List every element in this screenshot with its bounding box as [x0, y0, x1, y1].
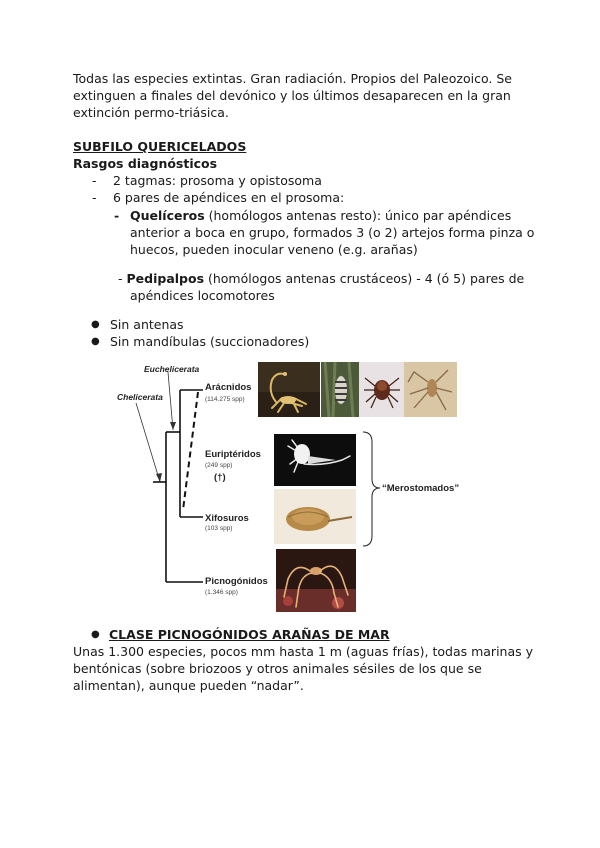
- label-merostomados: “Merostomados”: [382, 483, 460, 494]
- clase-heading: CLASE PICNOGÓNIDOS ARAÑAS DE MAR: [109, 627, 390, 642]
- label-euripteridos: Euriptéridos: [205, 449, 261, 460]
- queliceros-line-2: anterior a boca en grupo, formados 3 (o 2) artejos forma pinza o: [130, 225, 535, 240]
- tick-photo: [359, 362, 404, 417]
- solifuge-photo: [404, 362, 457, 417]
- bullet-dot-2: ●: [91, 336, 100, 347]
- bullet-dot-1: ●: [91, 319, 100, 330]
- item-tagmas: 2 tagmas: prosoma y opistosoma: [113, 173, 322, 188]
- pedipalpos-line-2: apéndices locomotores: [130, 288, 275, 303]
- intro-line-3: extinción permo-triásica.: [73, 105, 229, 120]
- extinct-mark: (†): [214, 472, 226, 483]
- bullet-sin-antenas: Sin antenas: [110, 317, 184, 332]
- intro-line-2: extinguen a finales del devónico y los últimos desaparecen en la gran: [73, 88, 511, 103]
- spp-euripteridos: (249 spp): [205, 462, 233, 469]
- queliceros-line-3: huecos, pueden inocular veneno (e.g. arañas): [130, 242, 418, 257]
- clase-line-1: Unas 1.300 especies, pocos mm hasta 1 m (aguas frías), todas marinas y: [73, 644, 534, 659]
- queliceros-text-1: (homólogos antenas resto): único par apéndices: [204, 208, 512, 223]
- dash-marker-1: -: [92, 173, 97, 188]
- dash-marker-4: -: [118, 271, 123, 286]
- intro-line-1: Todas las especies extintas. Gran radiación. Propios del Paleozoico. Se: [73, 71, 512, 86]
- spp-picnogonidos: (1.346 spp): [205, 589, 238, 596]
- eurypterid-photo: [274, 434, 356, 486]
- spp-xifosuros: (103 spp): [205, 525, 233, 532]
- horseshoe-crab-photo: [274, 489, 356, 544]
- label-aracnidos: Arácnidos: [205, 382, 252, 393]
- arachnid-photo-2: [321, 362, 359, 417]
- clase-line-2: bentónicas (sobre briozoos y otros animales sésiles de los que se: [73, 661, 482, 676]
- pedipalpos-term: Pedipalpos: [126, 271, 205, 286]
- bullet-sin-mandibulas: Sin mandíbulas (succionadores): [110, 334, 310, 349]
- label-xifosuros: Xifosuros: [205, 513, 249, 524]
- sea-spider-photo: [276, 549, 356, 612]
- label-chelicerata: Chelicerata: [117, 392, 163, 402]
- item-apendices: 6 pares de apéndices en el prosoma:: [113, 190, 345, 205]
- subfilo-heading: SUBFILO QUERICELADOS: [73, 139, 247, 154]
- scorpion-photo: [258, 362, 320, 417]
- bullet-dot-3: ●: [91, 629, 100, 640]
- clase-line-3: alimentan), aunque pueden “nadar”.: [73, 678, 304, 693]
- label-picnogonidos: Picnogónidos: [205, 576, 268, 587]
- dash-marker-3: -: [114, 208, 120, 223]
- pedipalpos-text-1: (homólogos antenas crustáceos) - 4 (ó 5) pares de: [204, 271, 525, 286]
- spp-aracnidos: (114.275 spp): [205, 396, 245, 403]
- rasgos-subheading: Rasgos diagnósticos: [73, 156, 218, 171]
- label-euchelicerata: Euchelicerata: [144, 364, 200, 374]
- queliceros-term: Quelíceros: [130, 208, 205, 223]
- dash-marker-2: -: [92, 190, 97, 205]
